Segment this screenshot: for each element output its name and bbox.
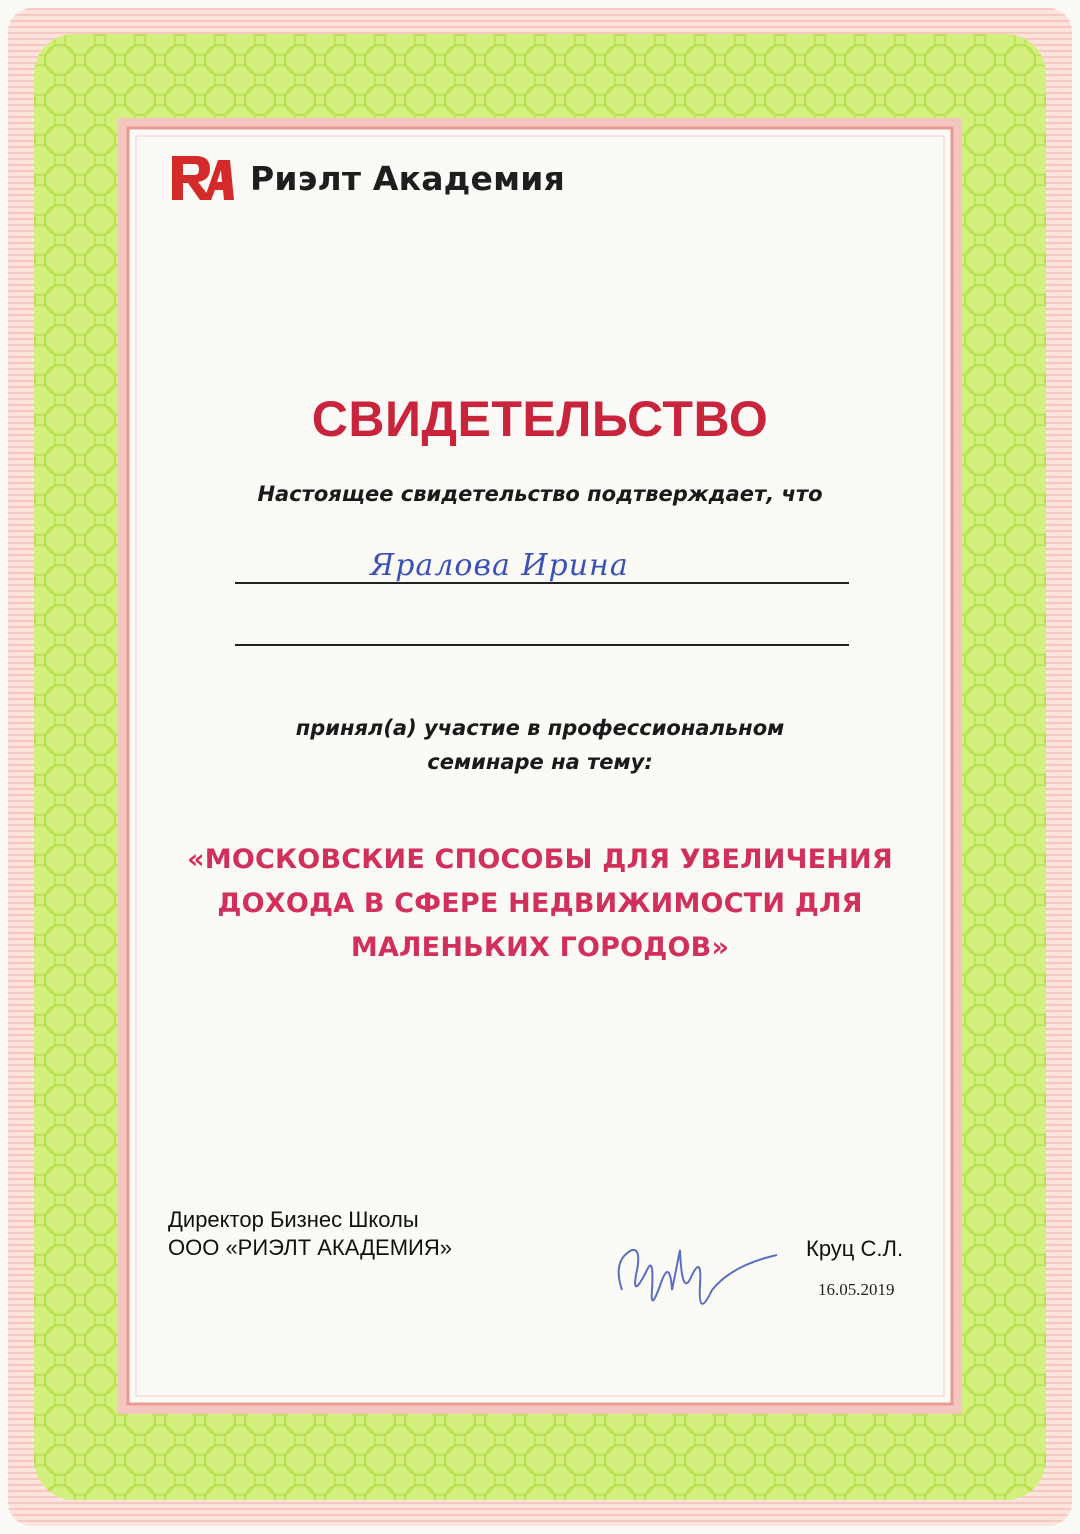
logo <box>168 152 565 204</box>
participation-line-2: семинаре на тему: <box>427 750 653 774</box>
signer-name: Круц С.Л. <box>806 1236 904 1261</box>
logo-mark-icon <box>168 152 236 204</box>
seminar-topic-line-2: ДОХОДА В СФЕРЕ НЕДВИЖИМОСТИ ДЛЯ <box>217 888 863 919</box>
seminar-topic-line-1: «МОСКОВСКИЕ СПОСОБЫ ДЛЯ УВЕЛИЧЕНИЯ <box>187 844 893 875</box>
issue-date: 16.05.2019 <box>818 1280 895 1299</box>
director-position: Директор Бизнес Школы <box>168 1207 419 1232</box>
director-company: ООО «РИЭЛТ АКАДЕМИЯ» <box>168 1235 452 1260</box>
seminar-topic <box>0 838 1080 970</box>
recipient-line-2 <box>235 644 849 646</box>
seminar-topic-line-3: МАЛЕНЬКИХ ГОРОДОВ» <box>350 932 730 963</box>
confirmation-text: Настоящее свидетельство подтверждает, что <box>257 482 823 506</box>
signature-mark <box>592 1230 792 1330</box>
logo-name: Риэлт Академия <box>250 158 565 198</box>
certificate-title: СВИДЕТЕЛЬСТВО <box>311 391 769 447</box>
participation-line-1: принял(а) участие в профессиональном <box>295 716 785 740</box>
recipient-handwritten-name: Яралова Ирина <box>370 548 629 583</box>
director-title <box>168 1206 452 1262</box>
recipient-line-1 <box>235 582 849 584</box>
